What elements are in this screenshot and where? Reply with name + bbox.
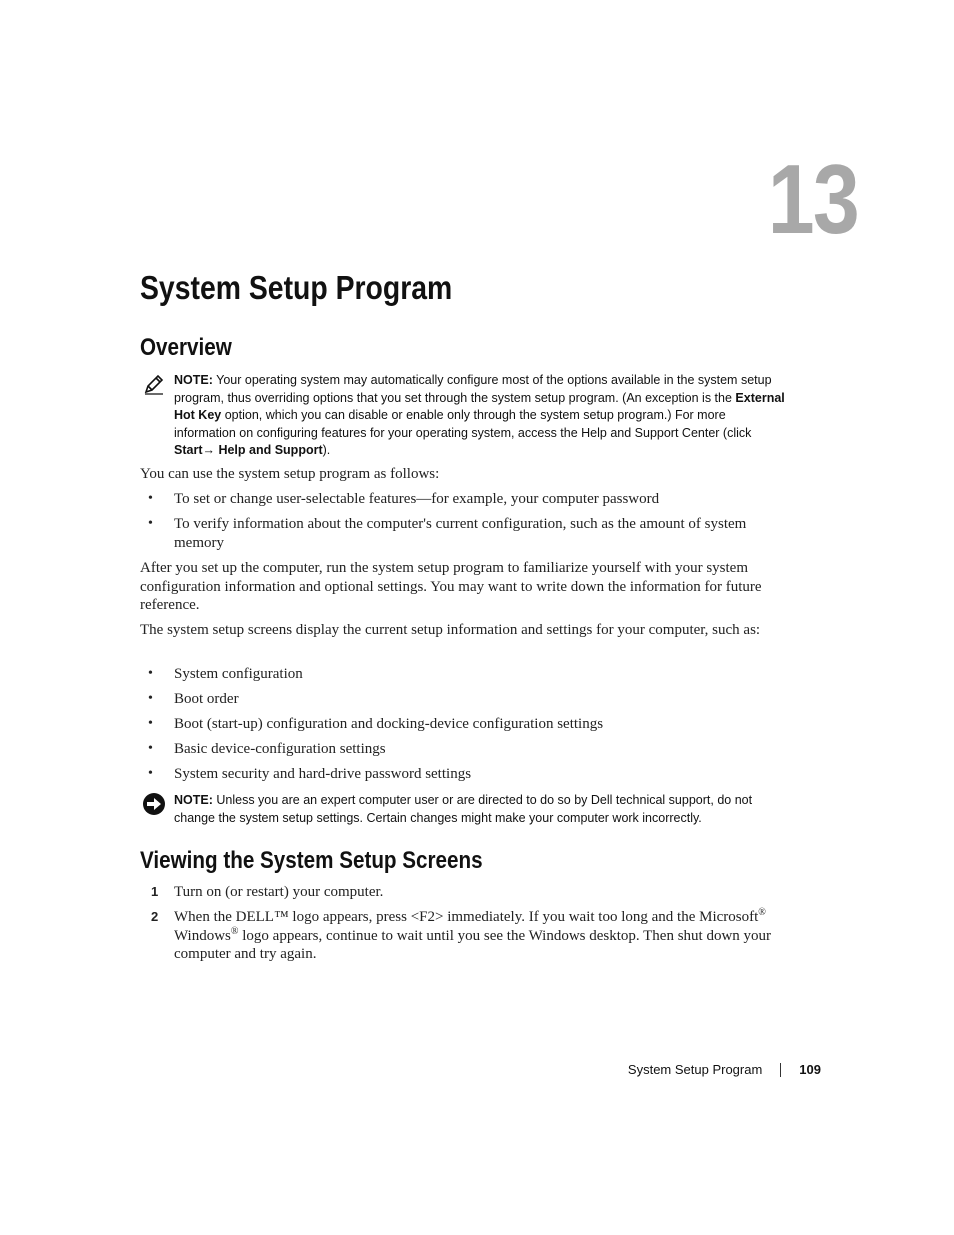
viewing-heading: Viewing the System Setup Screens	[140, 847, 483, 874]
start-menu-term: Start	[174, 443, 203, 457]
notice-arrow-icon	[142, 792, 166, 816]
list-item: • Boot (start-up) configuration and docking-device configuration settings	[140, 715, 790, 734]
help-support-term: Help and Support	[214, 443, 323, 457]
page-number: 109	[799, 1062, 821, 1077]
list-item: • To verify information about the computer's current configuration, such as the amount of system memory	[140, 515, 790, 552]
external-hot-key-term: External Hot Key	[174, 390, 785, 422]
footer-divider	[780, 1063, 781, 1077]
note-text-b: option, which you can disable or enable only through the system setup program.) For more information on configuring features for your operating system, access the Help and Support Center (click	[174, 408, 752, 440]
note-text	[174, 792, 790, 827]
pencil-note-icon	[142, 372, 166, 396]
list-item: • System configuration	[140, 665, 790, 684]
list-item: • System security and hard-drive password settings	[140, 765, 790, 784]
note-expert-warning	[140, 792, 790, 827]
step-number: 2	[151, 909, 159, 924]
step-number: 1	[151, 884, 159, 899]
paragraph-after-setup: After you set up the computer, run the system setup program to familiarize yourself with your system configuration information and optional settings. You may want to write down the information for future reference.	[140, 560, 762, 613]
intro-text: You can use the system setup program as follows:	[140, 466, 440, 482]
arrow-icon: →	[202, 443, 215, 457]
uses-list	[140, 490, 790, 559]
step-text-a: When the DELL™ logo appears, press <F2> immediately. If you wait too long and the Microsoft	[174, 909, 759, 925]
note-label: NOTE:	[174, 793, 213, 807]
list-item: • Basic device-configuration settings	[140, 740, 790, 759]
step-text: Turn on (or restart) your computer.	[174, 884, 384, 900]
note-label: NOTE:	[174, 373, 213, 387]
step-text-b: Windows	[174, 927, 231, 944]
steps-list	[140, 883, 790, 970]
registered-mark: ®	[230, 925, 239, 937]
note-text-c: ).	[322, 443, 331, 457]
footer-section-title: System Setup Program	[627, 1062, 763, 1077]
note-text-a: Your operating system may automatically configure most of the options available in the system setup program, thus overriding options that you set through the system setup program. (An exception is the	[174, 373, 772, 405]
chapter-number: 13	[767, 144, 858, 254]
step-item	[140, 908, 790, 964]
note-text-body: Unless you are an expert computer user or are directed to do so by Dell technical support, do not change the system setup settings. Certain changes might make your computer work incorrectly.	[174, 793, 753, 825]
step-item	[140, 883, 790, 902]
list-item: • To set or change user-selectable features—for example, your computer password	[140, 490, 790, 509]
screens-list	[140, 665, 790, 790]
page-footer	[628, 1062, 821, 1077]
note-text	[174, 372, 790, 460]
list-item: • Boot order	[140, 690, 790, 709]
overview-heading: Overview	[140, 334, 232, 361]
registered-mark: ®	[758, 907, 766, 918]
note-os-configuration	[140, 372, 790, 460]
paragraph-screens: The system setup screens display the current setup information and settings for your computer, such as:	[140, 622, 761, 638]
chapter-title: System Setup Program	[140, 269, 453, 306]
step-text-c: logo appears, continue to wait until you see the Windows desktop. Then shut down your computer and try again.	[174, 927, 772, 962]
